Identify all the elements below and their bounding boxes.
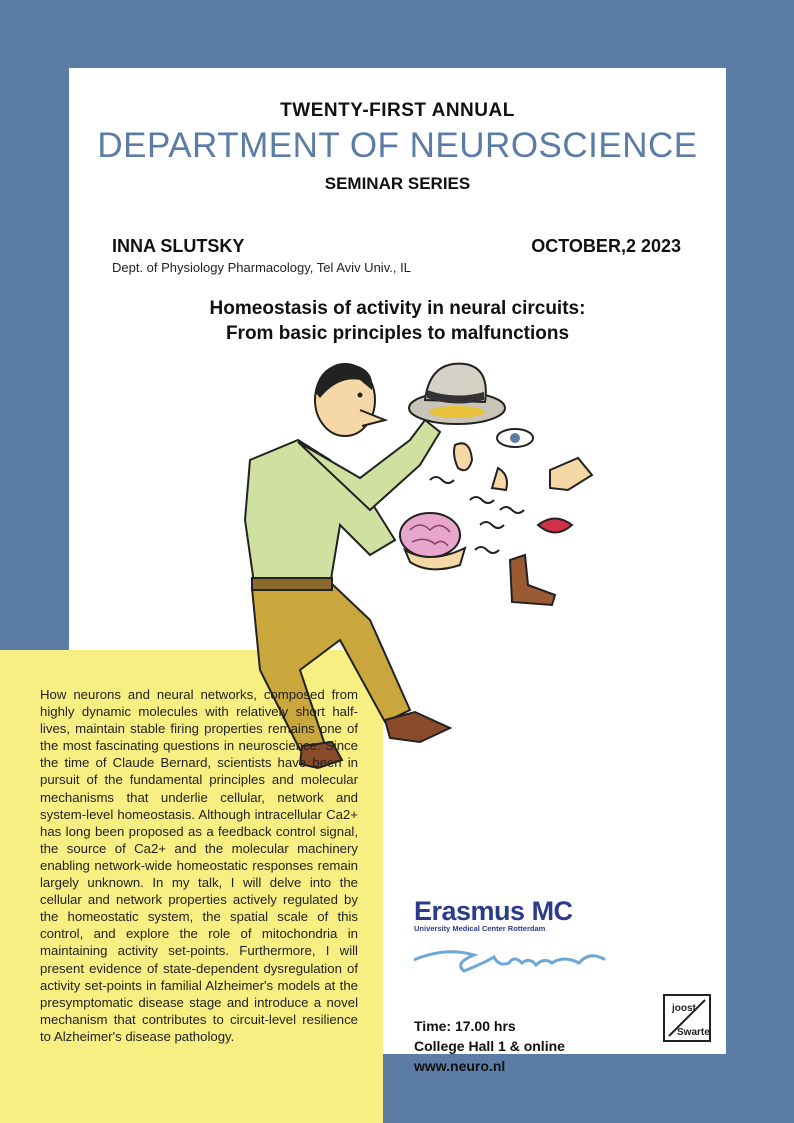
speaker-name: INNA SLUTSKY — [112, 236, 245, 256]
department-heading: DEPARTMENT OF NEUROSCIENCE — [97, 126, 698, 165]
artist-stamp — [663, 994, 711, 1042]
annual-heading: TWENTY-FIRST ANNUAL — [280, 100, 515, 121]
logo-subtitle: University Medical Center Rotterdam — [414, 924, 546, 933]
erasmus-mc-logo — [414, 896, 614, 986]
stamp-text-2: Swarte — [677, 1027, 710, 1038]
stamp-text-1: joost — [672, 1003, 696, 1014]
seminar-date: OCTOBER,2 2023 — [531, 236, 681, 256]
talk-title — [69, 296, 726, 346]
brain — [400, 513, 465, 569]
logo-name: Erasmus MC — [414, 896, 573, 926]
event-time: Time: 17.00 hrs — [414, 1018, 516, 1034]
talk-title-line-2: From basic principles to malfunctions — [225, 323, 570, 344]
event-location: College Hall 1 & online — [414, 1038, 565, 1054]
floating-organs — [430, 429, 592, 605]
event-info — [414, 1016, 565, 1076]
event-website[interactable]: www.neuro.nl — [414, 1058, 506, 1074]
series-heading: SEMINAR SERIES — [324, 174, 471, 193]
logo-signature-mark — [414, 933, 614, 981]
talk-title-line-1: Homeostasis of activity in neural circuits: — [209, 298, 586, 319]
hat — [409, 364, 505, 424]
speaker-affiliation: Dept. of Physiology Pharmacology, Tel Aviv Univ., IL — [112, 260, 411, 275]
abstract-text: How neurons and neural networks, composed from highly dynamic molecules with relatively short half-lives, maintain stable firing properties remains one of the most fascinating questions in neuroscience. Since the time of Claude Bernard, scientists have been in pursuit of the fundamental principles and molecular mechanisms that underlie cellular, network and system-level homeostasis. Although intracellular Ca2+ has long been proposed as a feedback control signal, the source of Ca2+ and the molecular machinery enabling network-wide homeostatic responses remain largely unknown. In my talk, I will delve into the cellular and network properties actively regulated by the homeostatic system, the spatial scale of this control, and explore the role of mitochondria in maintaining activity set-points. Furthermore, I will present evidence of state-dependent dysregulation of activity set-points in familial Alzheimer's models at the presymptomatic disease stage and introduce a novel mechanism that contributes to circuit-level resilience to Alzheimer's disease pathology. — [40, 687, 358, 1044]
